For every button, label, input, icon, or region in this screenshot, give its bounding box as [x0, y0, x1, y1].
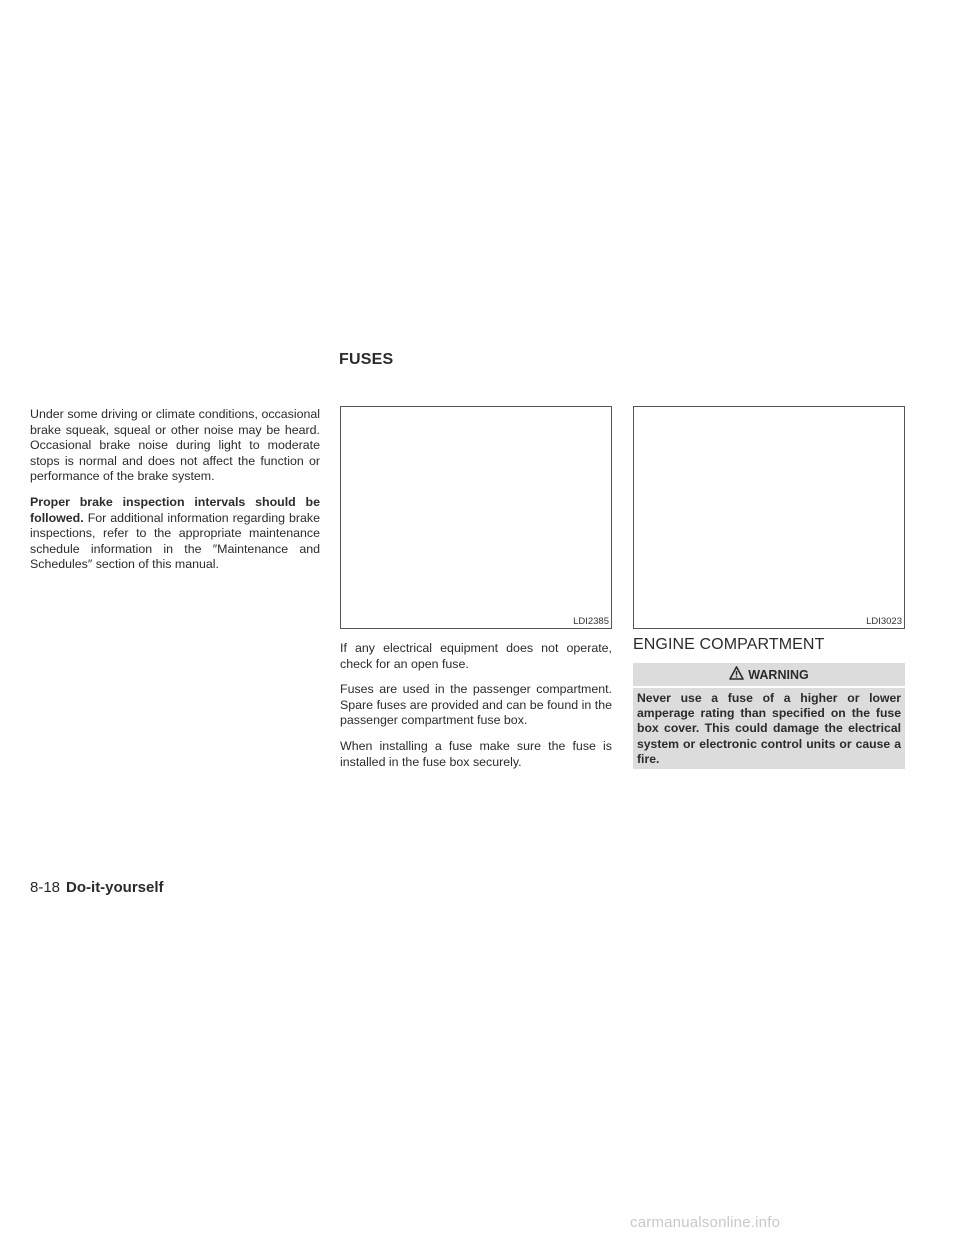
brake-noise-paragraph: Under some driving or climate conditions, occasional brake squeak, squeal or other noise may be heard. Occasional brake noise during light to moderate stops is normal and does not affect the function or performance of the brake system. [30, 407, 320, 484]
brake-inspection-bold-lead: Proper brake inspection intervals should be followed. [30, 494, 320, 525]
warning-title: WARNING [748, 667, 809, 682]
brake-inspection-paragraph [30, 495, 320, 573]
left-column [30, 407, 320, 583]
installing-fuse-paragraph: When installing a fuse make sure the fuse is installed in the fuse box securely. [340, 738, 612, 769]
watermark: carmanualsonline.info [630, 1214, 781, 1231]
page-footer [30, 879, 164, 896]
footer-section-name: Do-it-yourself [66, 879, 164, 896]
warning-text: Never use a fuse of a higher or lower amperage rating than specified on the fuse box cover. This could damage the electrical system or electronic control units or cause a fire. [637, 691, 901, 766]
open-fuse-paragraph: If any electrical equipment does not operate, check for an open fuse. [340, 641, 612, 671]
section-heading: FUSES [339, 351, 394, 368]
warning-header [633, 663, 905, 686]
warning-body [633, 688, 905, 769]
figure-label: LDI3023 [866, 616, 902, 627]
warning-triangle-icon [729, 666, 744, 683]
figure-label: LDI2385 [573, 616, 609, 627]
brake-inspection-rest: For additional information regarding brake inspections, refer to the appropriate maintenance schedule information in the ″Maintenance and Schedules″ section of this manual. [30, 510, 320, 572]
figure-passenger-fuse [340, 406, 612, 629]
page-number: 8-18 [30, 879, 61, 896]
figure-engine-fuse [633, 406, 905, 629]
passenger-fuses-paragraph: Fuses are used in the passenger compartment. Spare fuses are provided and can be found in the passenger compartment fuse box. [340, 682, 612, 728]
engine-compartment-heading: ENGINE COMPARTMENT [633, 636, 825, 653]
middle-column [340, 641, 612, 780]
